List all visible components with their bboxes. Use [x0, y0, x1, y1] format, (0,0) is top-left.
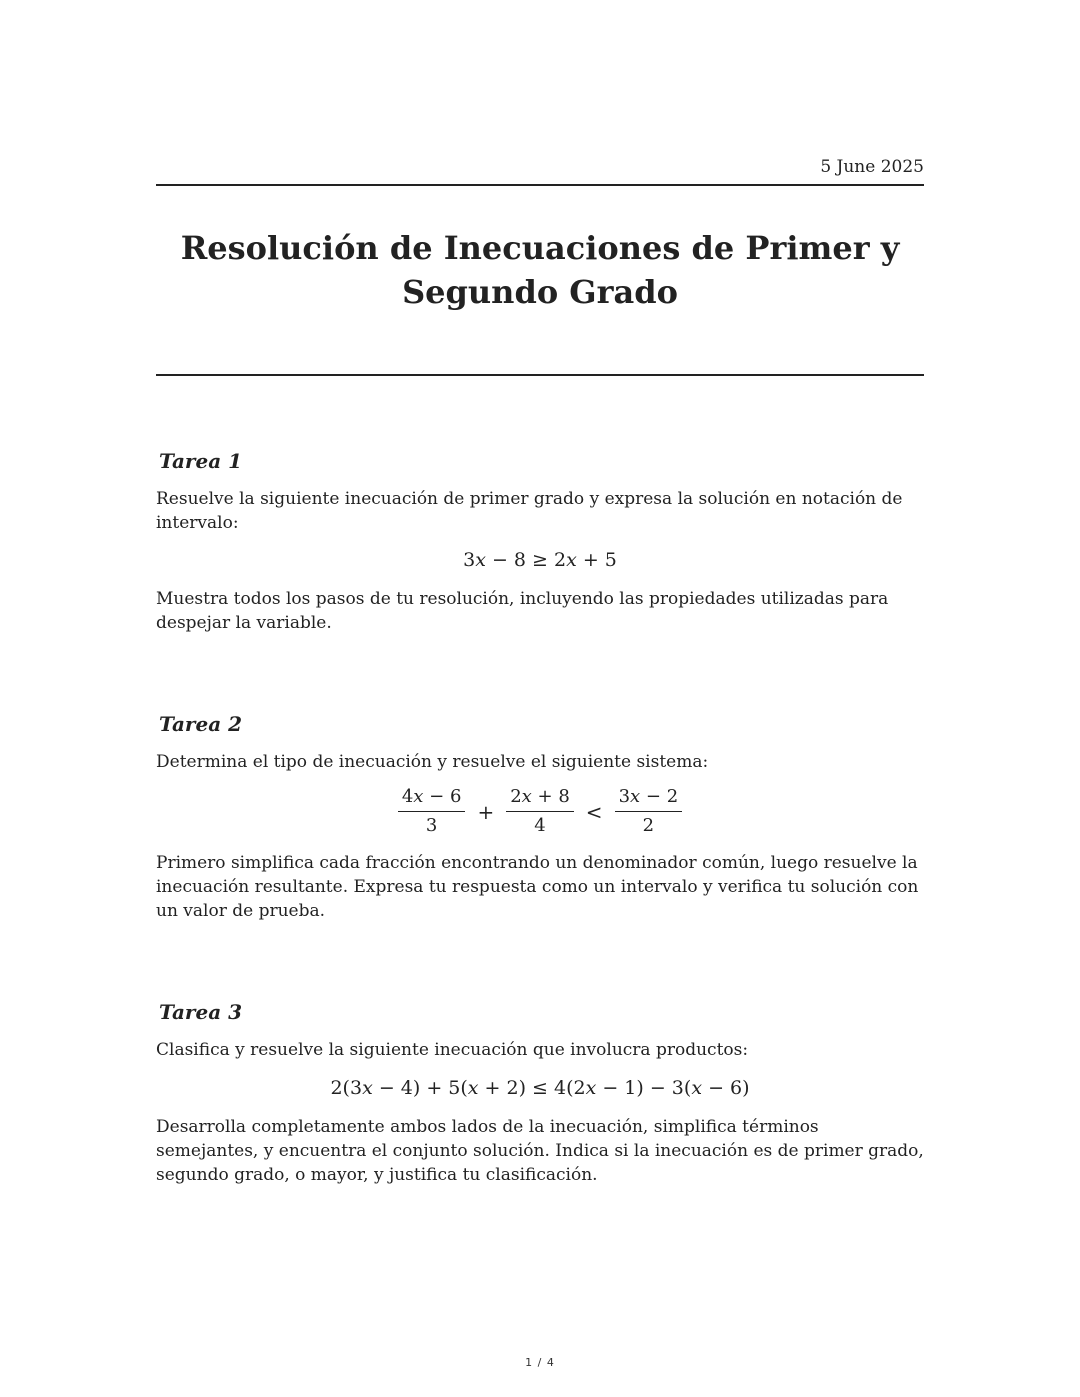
- fraction-2: $\frac{2x + 8}{4}$: [506, 786, 574, 837]
- task-heading: Tarea 2: [159, 712, 243, 736]
- page-number: 1 / 4: [525, 1356, 555, 1369]
- task-heading: Tarea 1: [159, 449, 243, 473]
- plus-operator: +: [477, 799, 495, 824]
- title-line-2: Segundo Grado: [402, 273, 678, 311]
- task-intro: Resuelve la siguiente inecuación de primer grado y expresa la solución en notación de intervalo:: [156, 489, 903, 533]
- title-rule: [156, 374, 924, 376]
- inequality-1: 3x − 8 ≥ 2x + 5: [463, 549, 617, 571]
- task-intro: Determina el tipo de inecuación y resuelve el siguiente sistema:: [156, 752, 709, 772]
- task-3: [156, 999, 924, 1187]
- document-date: 5 June 2025: [820, 157, 924, 177]
- document-page: [156, 0, 924, 1397]
- task-outro: Primero simplifica cada fracción encontrando un denominador común, luego resuelve la inecuación resultante. Expresa tu respuesta como un intervalo y verifica tu solución con un valor de prueba.: [156, 853, 919, 921]
- title-line-1: Resolución de Inecuaciones de Primer y: [180, 229, 900, 267]
- fraction-1: $\frac{4x - 6}{3}$: [398, 786, 466, 837]
- document-title: [156, 226, 924, 314]
- inequality-2: [156, 786, 924, 837]
- fraction-3: $\frac{3x - 2}{2}$: [615, 786, 683, 837]
- task-1: [156, 448, 924, 635]
- inequality-3: 2(3x − 4) + 5(x + 2) ≤ 4(2x − 1) − 3(x − 6): [330, 1077, 750, 1099]
- task-2: [156, 711, 924, 923]
- task-heading: Tarea 3: [159, 1000, 243, 1024]
- task-intro: Clasifica y resuelve la siguiente inecuación que involucra productos:: [156, 1040, 749, 1060]
- header-rule: [156, 184, 924, 186]
- less-than-operator: <: [585, 799, 603, 824]
- task-outro: Desarrolla completamente ambos lados de la inecuación, simplifica términos semejantes, y encuentra el conjunto solución. Indica si la inecuación es de primer grado, segundo grado, o mayor, y justifica tu clasificación.: [156, 1117, 924, 1185]
- task-outro: Muestra todos los pasos de tu resolución, incluyendo las propiedades utilizadas para despejar la variable.: [156, 589, 889, 633]
